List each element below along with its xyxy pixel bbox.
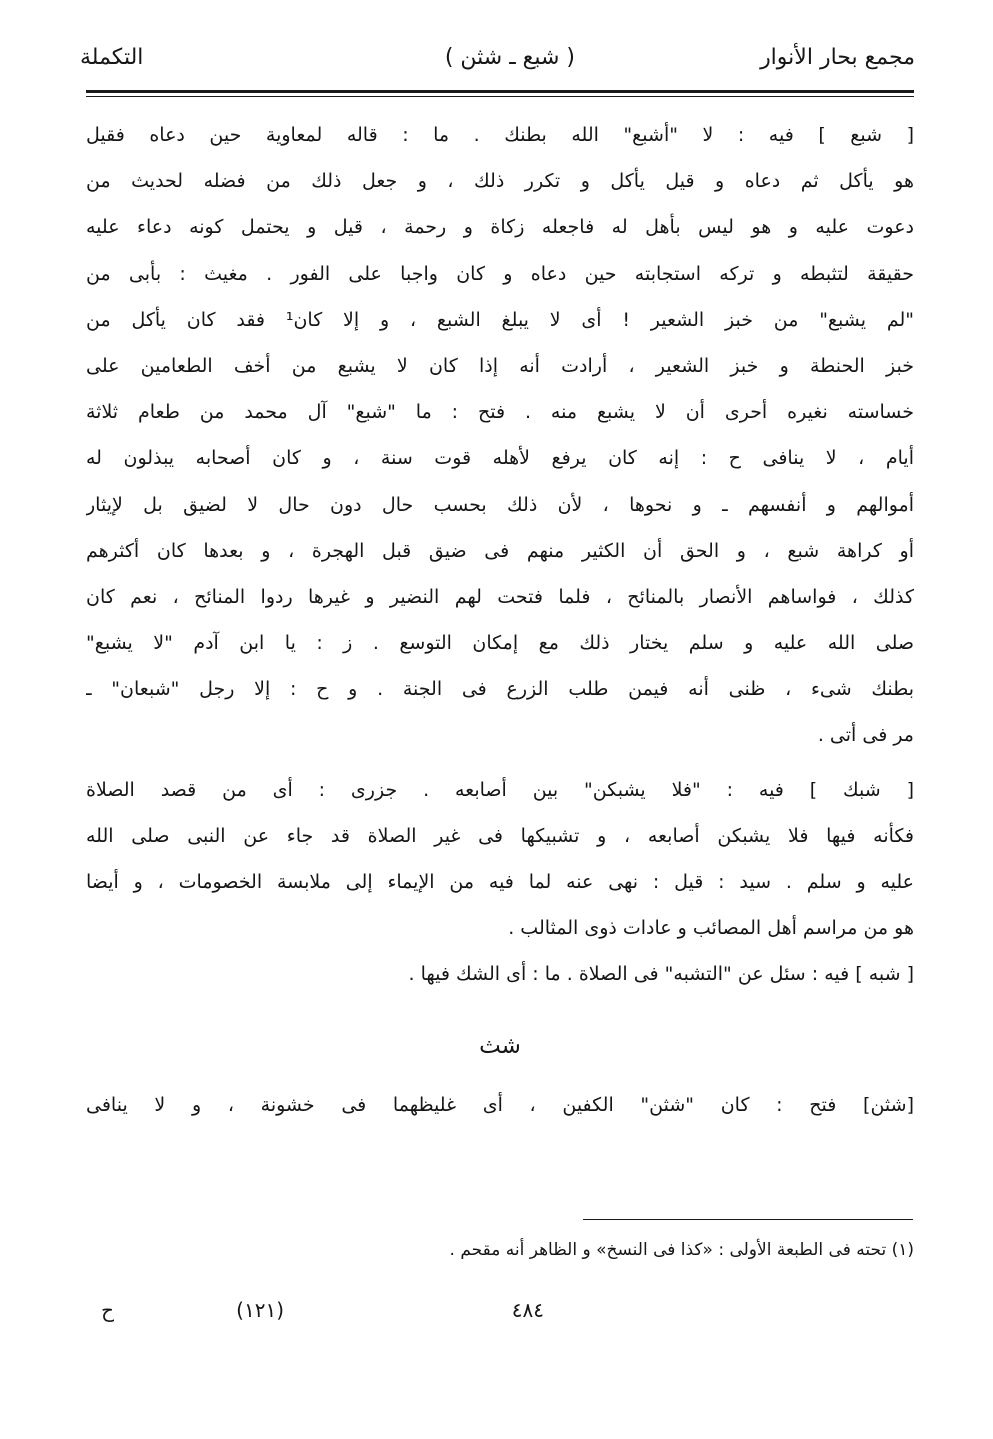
text-line: [شثن] فتح : كان "شثن" الكفين ، أى غليظهما فى خشونة ، و لا ينافى xyxy=(86,1093,914,1116)
text-line: أو كراهة شبع ، و الحق أن الكثير منهم فى ضيق قبل الهجرة ، و بعدها كان أكثرهم xyxy=(86,539,914,562)
text-line: أيام ، لا ينافى ح : إنه كان يرفع لأهله قوت سنة ، و كان أصحابه يبذلون له xyxy=(86,447,914,470)
header-rule-thick xyxy=(86,90,914,93)
header-rule-thin xyxy=(86,96,914,97)
text-line: هو من مراسم أهل المصائب و عادات ذوى المثالب . xyxy=(508,917,914,940)
text-line: هو يأكل ثم دعاه و قيل يأكل و تكرر ذلك ، و جعل ذلك من فضله لحديث من xyxy=(86,170,914,193)
footnote-rule xyxy=(583,1219,913,1220)
text-line: عليه و سلم . سيد : قيل : نهى عنه لما فيه من الإيماء إلى ملابسة الخصومات ، و أيضا xyxy=(86,871,914,893)
main-text xyxy=(86,112,914,1128)
text-line: صلى الله عليه و سلم يختار ذلك مع إمكان التوسع . ز : يا ابن آدم "لا يشبع" xyxy=(86,632,914,655)
paragraph-shathan xyxy=(86,1082,914,1128)
section-heading: شث xyxy=(479,1032,521,1059)
text-line: [ شبك ] فيه : "فلا يشبكن" بين أصابعه . جزرى : أى من قصد الصلاة xyxy=(86,778,914,801)
text-line: دعوت عليه و هو ليس بأهل له فاجعله زكاة و رحمة ، قيل و يحتمل كونه دعاء عليه xyxy=(86,216,914,239)
text-line: خبز الحنطة و خبز الشعير ، أرادت أنه إذا كان لا يشبع من أخف الطعامين على xyxy=(86,354,914,377)
text-line: مر فى أتى . xyxy=(817,724,914,747)
text-line: [ شبه ] فيه : سئل عن "التشبه" فى الصلاة . ما : أى الشك فيها . xyxy=(408,963,914,986)
book-title: مجمع بحار الأنوار xyxy=(760,45,915,70)
text-line: فكأنه فيها فلا يشبكن أصابعه ، و تشبيكها فى غير الصلاة قد جاء عن النبى صلى الله xyxy=(86,824,914,847)
paragraph-shabah xyxy=(86,951,914,997)
paragraph-shabak xyxy=(86,767,914,952)
running-header xyxy=(80,38,915,88)
text-line: "لم يشبع" من خبز الشعير ! أى لا يبلغ الشبع ، و إلا كان¹ فقد كان يأكل من xyxy=(86,308,914,331)
text-line: حقيقة لتثبطه و تركه استجابته حين دعاه و كان واجبا على الفور . مغيث : بأبى من xyxy=(86,262,914,285)
page-footer xyxy=(86,1290,914,1330)
text-line: بطنك شىء ، ظنى أنه فيمن طلب الزرع فى الجنة . و ح : إلا رجل "شبعان" ـ xyxy=(86,678,914,701)
signature-mark: ح xyxy=(101,1298,114,1322)
footnote: (١) تحته فى الطبعة الأولى : «كذا فى النسخ» و الظاهر أنه مقحم . xyxy=(449,1240,914,1260)
paragraph-gap xyxy=(86,759,914,767)
volume-label: التكملة xyxy=(80,45,144,70)
entry-range: ( شبع ـ شثن ) xyxy=(444,45,575,70)
text-line: كذلك ، فواساهم الأنصار بالمنائح ، فلما فتحت لهم النضير و غيرها ردوا المنائح ، نعم كان xyxy=(86,585,914,608)
signature-number: (١٢١) xyxy=(236,1298,284,1322)
text-line: [ شبع ] فيه : لا "أشبع" الله بطنك . ما : قاله لمعاوية حين دعاه فقيل xyxy=(86,124,914,146)
paragraph-shabi xyxy=(86,112,914,759)
text-line: خساسته نغيره أحرى أن لا يشبع منه . فتح : ما "شبع" آل محمد من طعام ثلاثة xyxy=(86,401,914,424)
text-line: أموالهم و أنفسهم ـ و نحوها ، لأن ذلك بحسب حال دون حال لا لضيق بل لإيثار xyxy=(86,493,914,516)
page-number: ٤٨٤ xyxy=(511,1298,544,1322)
